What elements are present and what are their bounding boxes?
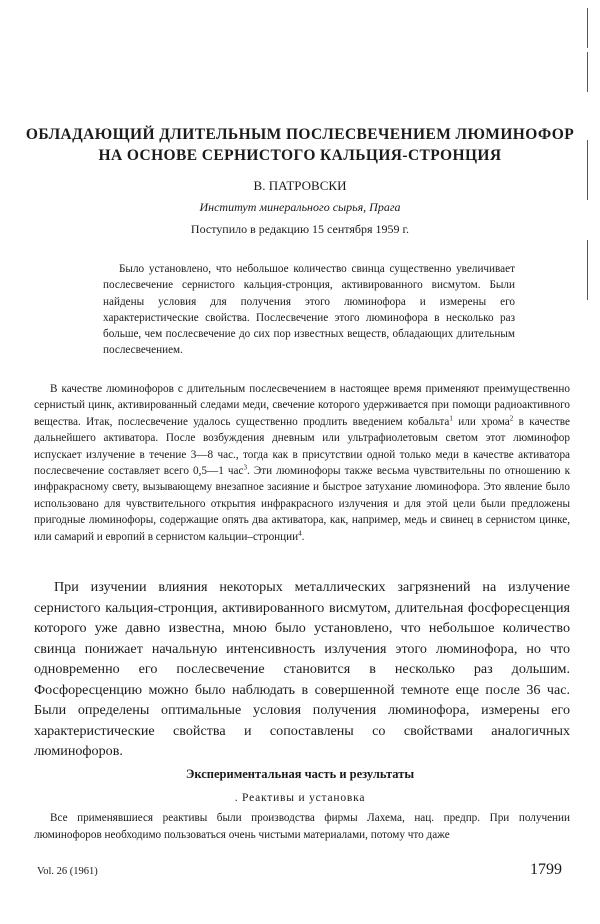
intro-text: в качестве дальнейшего активатора. После возбуждения дневным или ультрафиолетовым светом этот люминофор испускает излучение в течение 3—8 час., тогда как в присутствии одной только меди в качестве активатора послесвечение составляет всего 0,5—1 час [34, 415, 570, 478]
title-line-2: НА ОСНОВЕ СЕРНИСТОГО КАЛЬЦИЯ-СТРОНЦИЯ [98, 147, 502, 164]
received-date: Поступило в редакцию 15 сентября 1959 г. [190, 222, 410, 236]
intro-text: В качестве люминофоров с длительным послесвечением в настоящее время применяют преимущественно сернистый цинк, активированный следами меди, свечение которого удерживается при помощи радиоактивного вещества. Итак, послесвечение удалось существенно продлить введением кобальта [34, 383, 570, 428]
abstract: Было установлено, что небольшое количество свинца существенно увеличивает послесвечение сернистого кальция-стронция, активированного висмутом. Были найдены условия для получения этого люминофора и измерены его характеристические свойства. Послесвечение этого люминофора в несколько раз больше, чем послесвечение до сих пор известных веществ, обладающих длительным послесвечением. [103, 263, 515, 357]
scan-artifact-line [587, 52, 588, 92]
intro-text: . [301, 530, 305, 543]
main-paragraph: При изучении влияния некоторых металлических загрязнений на излучение сернистого кальция-стронция, активированного висмутом, длительная фосфоресценция которого уже давно известна, мною было установлено, что небольшое количество свинца понижает начальную интенсивность излучения этого люминофора, но что одновременно его послесвечение становится в несколько раз дольшим. Фосфоресценцию можно было наблюдать в совершенной темноте еще после 36 час. Были определены оптимальные условия получения люминофора, измерены его характеристические свойства и сопоставлены со свойствами аналогичных люминофоров. [34, 579, 570, 759]
reference-1: 1 [449, 414, 453, 423]
intro-text: или хрома [452, 415, 510, 428]
reagents-paragraph: Все применявшиеся реактивы были производства фирмы Лахема, нац. предпр. При получении люминофоров необходимо пользоваться очень чистыми материалами, потому что даже [34, 812, 570, 841]
reference-4: 4 [298, 528, 302, 537]
reference-2: 2 [509, 414, 514, 423]
paper-title [0, 124, 600, 166]
section-heading: Экспериментальная часть и результаты [185, 767, 415, 781]
scan-artifact-line [587, 8, 588, 48]
subsection-heading: . Реактивы и установка [234, 792, 366, 804]
footer-volume: Vol. 26 (1961) [37, 866, 98, 877]
author: В. ПАТРОВСКИ [253, 178, 347, 193]
title-line-1: ОБЛАДАЮЩИЙ ДЛИТЕЛЬНЫМ ПОСЛЕСВЕЧЕНИЕМ ЛЮМИНОФОР [25, 126, 575, 143]
intro-text: . Эти люминофоры также весьма чувствительны по отношению к инфракрасному свету, вызывающему внезапное засияние и быстрое затухание люминофора. Это явление было использовано для чувствительного открытия инфракрасного излучения и для этой цели были предложены пригодные люминофоры, содержащие опять два активатора, как, например, медь и свинец в сернистом цинке, или самарий и европий в сернистом кальции–стронции [34, 465, 571, 543]
affiliation: Институт минерального сырья, Прага [199, 200, 401, 214]
reference-3: 3 [243, 463, 247, 472]
intro-paragraph [34, 381, 570, 545]
page-number: 1799 [530, 861, 562, 878]
scan-artifact-line [587, 240, 588, 300]
